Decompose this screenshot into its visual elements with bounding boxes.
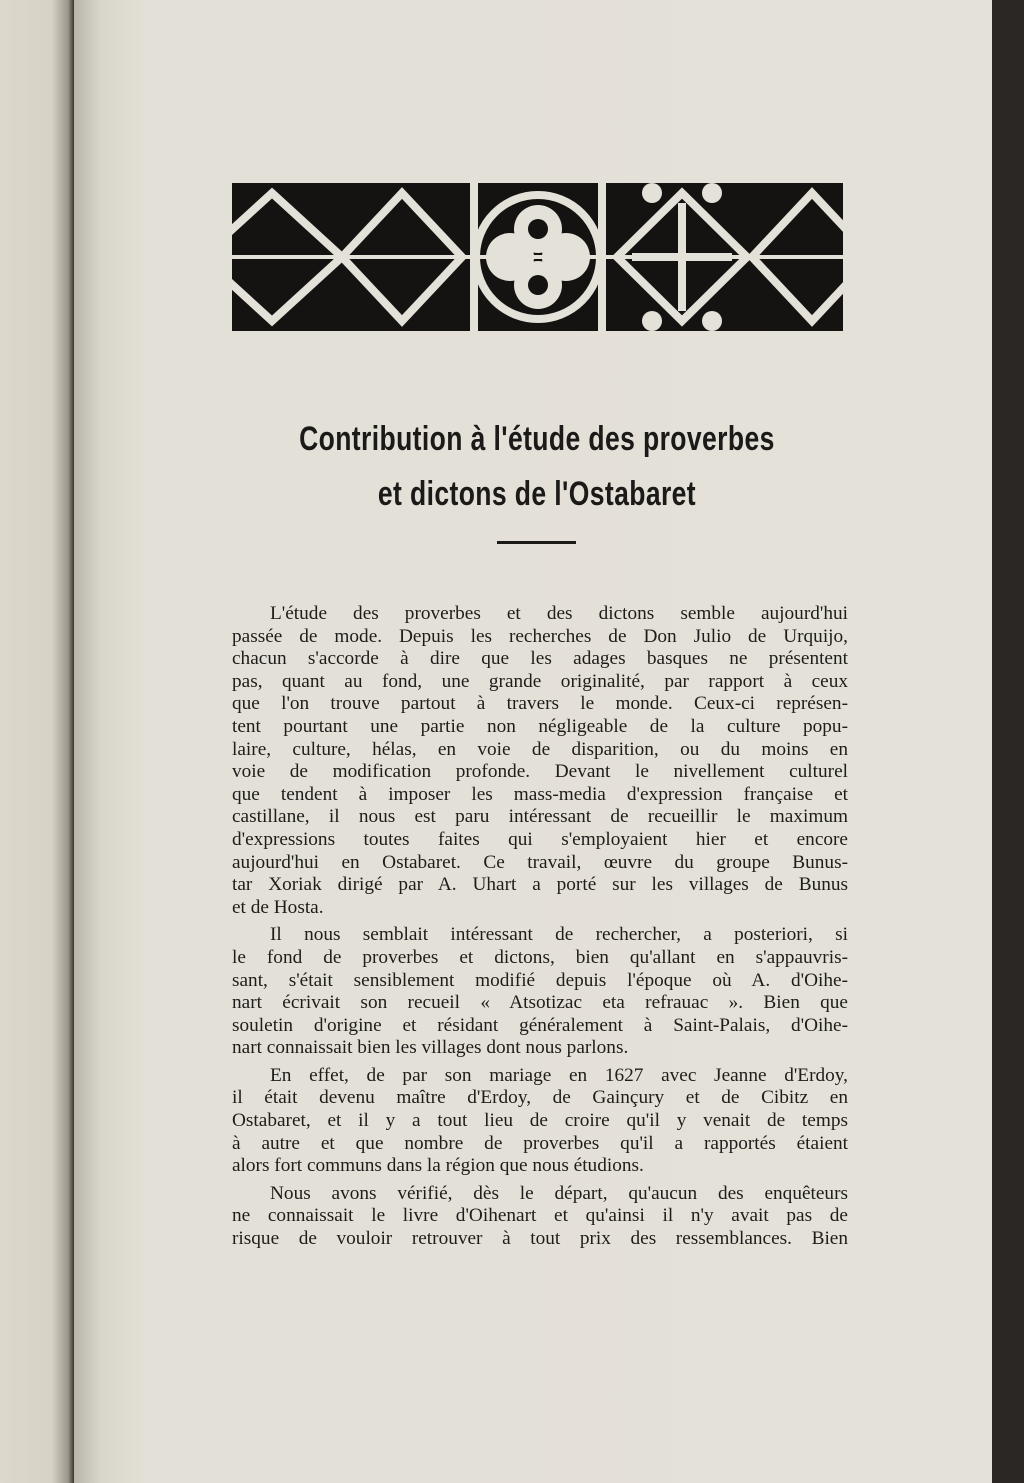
text-line: nart écrivait son recueil « Atsotizac eta refrauac ». Bien que xyxy=(232,992,848,1014)
text-line: à autre et que nombre de proverbes qu'il a rapportés étaient xyxy=(232,1132,848,1154)
text-line: Ostabaret, et il y a tout lieu de croire qu'il y venait de temps xyxy=(232,1110,848,1132)
title-text: et dictons de l'Ostabaret xyxy=(377,475,697,513)
text-line: ne connaissait le livre d'Oihenart et qu'ainsi il n'y avait pas de xyxy=(232,1205,848,1227)
text-line: Nous avons vérifié, dès le départ, qu'aucun des enquêteurs xyxy=(270,1182,848,1204)
paragraph xyxy=(232,603,848,919)
text-line: chacun s'accorde à dire que les adages basques ne présentent xyxy=(232,648,848,670)
text-line: il était devenu maître d'Erdoy, de Gainçury et de Cibitz en xyxy=(232,1087,848,1109)
text-line: tar Xoriak dirigé par A. Uhart a porté sur les villages de Bunus xyxy=(232,874,848,896)
text-line: d'expressions toutes faites qui s'employaient hier et encore xyxy=(232,828,848,850)
facing-page-edge xyxy=(0,0,74,1483)
text-line: que l'on trouve partout à travers le monde. Ceux-ci représen- xyxy=(232,693,848,715)
text-line: Il nous semblait intéressant de rechercher, a posteriori, si xyxy=(270,924,848,946)
text-line: passée de mode. Depuis les recherches de Don Julio de Urquijo, xyxy=(232,625,848,647)
text-line: nart connaissait bien les villages dont nous parlons. xyxy=(232,1037,629,1059)
article-title-line-2 xyxy=(150,475,924,514)
text-line: En effet, de par son mariage en 1627 avec Jeanne d'Erdoy, xyxy=(270,1064,848,1086)
text-line: alors fort communs dans la région que nous étudions. xyxy=(232,1155,644,1177)
paragraph xyxy=(232,924,848,1060)
text-line: L'étude des proverbes et des dictons semble aujourd'hui xyxy=(270,603,848,624)
title-text: Contribution à l'étude des proverbes xyxy=(299,420,775,458)
text-line: et de Hosta. xyxy=(232,896,324,918)
text-line: souletin d'origine et résidant généralement à Saint-Palais, d'Oihe- xyxy=(232,1014,848,1036)
text-line: sant, s'était sensiblement modifié depuis l'époque où A. d'Oihe- xyxy=(232,969,848,991)
article-body xyxy=(232,603,848,1256)
text-line: aujourd'hui en Ostabaret. Ce travail, œuvre du groupe Bunus- xyxy=(232,851,848,873)
paragraph xyxy=(232,1183,848,1251)
title-divider xyxy=(497,541,576,544)
text-line: tent pourtant une partie non négligeable de la culture popu- xyxy=(232,715,848,737)
text-line: laire, culture, hélas, en voie de disparition, ou du moins en xyxy=(232,738,848,760)
text-line: le fond de proverbes et dictons, bien qu'allant en s'appauvris- xyxy=(232,946,848,968)
text-line: pas, quant au fond, une grande originalité, par rapport à ceux xyxy=(232,670,848,692)
text-line: risque de vouloir retrouver à tout prix des ressemblances. Bien xyxy=(232,1228,848,1250)
text-line: que tendent à imposer les mass-media d'expression française et xyxy=(232,783,848,805)
paragraph xyxy=(232,1065,848,1178)
text-line: voie de modification profonde. Devant le nivellement culturel xyxy=(232,761,848,783)
text-line: castillane, il nous est paru intéressant de recueillir le maximum xyxy=(232,806,848,828)
basque-ornament-banner xyxy=(232,183,843,331)
article-title-line-1 xyxy=(150,420,924,459)
